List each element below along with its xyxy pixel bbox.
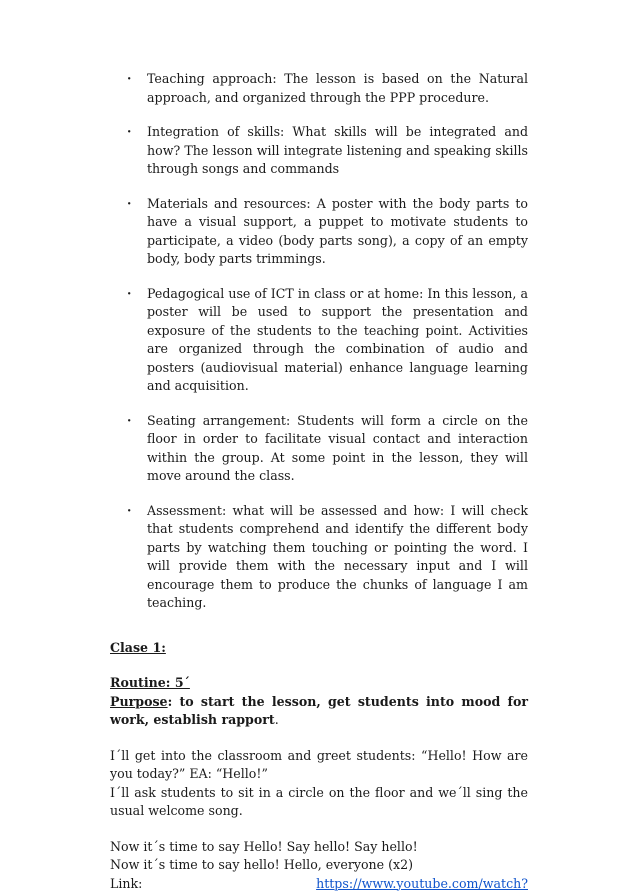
bullet-assessment — [110, 502, 528, 613]
bullet-seating-arrangement — [110, 412, 528, 486]
greeting-paragraph — [110, 747, 528, 821]
song-line: Now it´s time to say hello! Hello, everyone (x2) — [110, 856, 528, 875]
bullet-marker: · — [127, 412, 131, 431]
purpose-text: : to start the lesson, get students into mood for work, establish rapport — [110, 694, 528, 728]
bullet-text: Assessment: what will be assessed and how: I will check that students comprehend and identify the different body parts by watching them touching or pointing the word. I will provide them with the necessary input and I will encourage them to produce the chunks of language I am teaching. — [147, 503, 528, 611]
bullet-text: Seating arrangement: Students will form a circle on the floor in order to facilitate visual contact and interaction within the group. At some point in the lesson, they will move around the class. — [147, 413, 528, 484]
bullet-text: Teaching approach: The lesson is based on the Natural approach, and organized through the PPP procedure. — [147, 71, 528, 105]
bullet-marker: · — [127, 285, 131, 304]
bullet-marker: · — [127, 123, 131, 142]
purpose-label: Purpose — [110, 694, 168, 709]
bullet-marker: · — [127, 502, 131, 521]
song-line: Now it´s time to say Hello! Say hello! Say hello! — [110, 838, 528, 857]
lesson-details-list — [110, 70, 528, 613]
link-label: Link: — [110, 875, 142, 893]
class-title: Clase 1: — [110, 639, 528, 658]
bullet-marker: · — [127, 195, 131, 214]
bullet-integration-of-skills — [110, 123, 528, 179]
bullet-materials-and-resources — [110, 195, 528, 269]
song-lyrics — [110, 838, 528, 893]
purpose-line — [110, 693, 528, 730]
bullet-text: Integration of skills: What skills will be integrated and how? The lesson will integrate listening and speaking skills through songs and commands — [147, 124, 528, 176]
routine-title: Routine: 5´ — [110, 674, 528, 693]
bullet-text: Materials and resources: A poster with the body parts to have a visual support, a puppet to motivate students to participate, a video (body parts song), a copy of an empty body, body parts trimmings. — [147, 196, 528, 267]
bullet-teaching-approach — [110, 70, 528, 107]
purpose-end: . — [275, 712, 279, 727]
bullet-text: Pedagogical use of ICT in class or at home: In this lesson, a poster will be used to support the presentation and exposure of the students to the teaching point. Activities are organized through the combination of audio and posters (audiovisual material) enhance language learning and acquisition. — [147, 286, 528, 394]
bullet-pedagogical-use-of-ict — [110, 285, 528, 396]
paragraph-line: I´ll ask students to sit in a circle on the floor and we´ll sing the usual welcome song. — [110, 784, 528, 821]
paragraph-line: I´ll get into the classroom and greet students: “Hello! How are you today?” EA: “Hello!” — [110, 747, 528, 784]
youtube-link[interactable]: https://www.youtube.com/watch? — [316, 875, 528, 893]
link-line — [110, 875, 528, 893]
bullet-marker: · — [127, 70, 131, 89]
